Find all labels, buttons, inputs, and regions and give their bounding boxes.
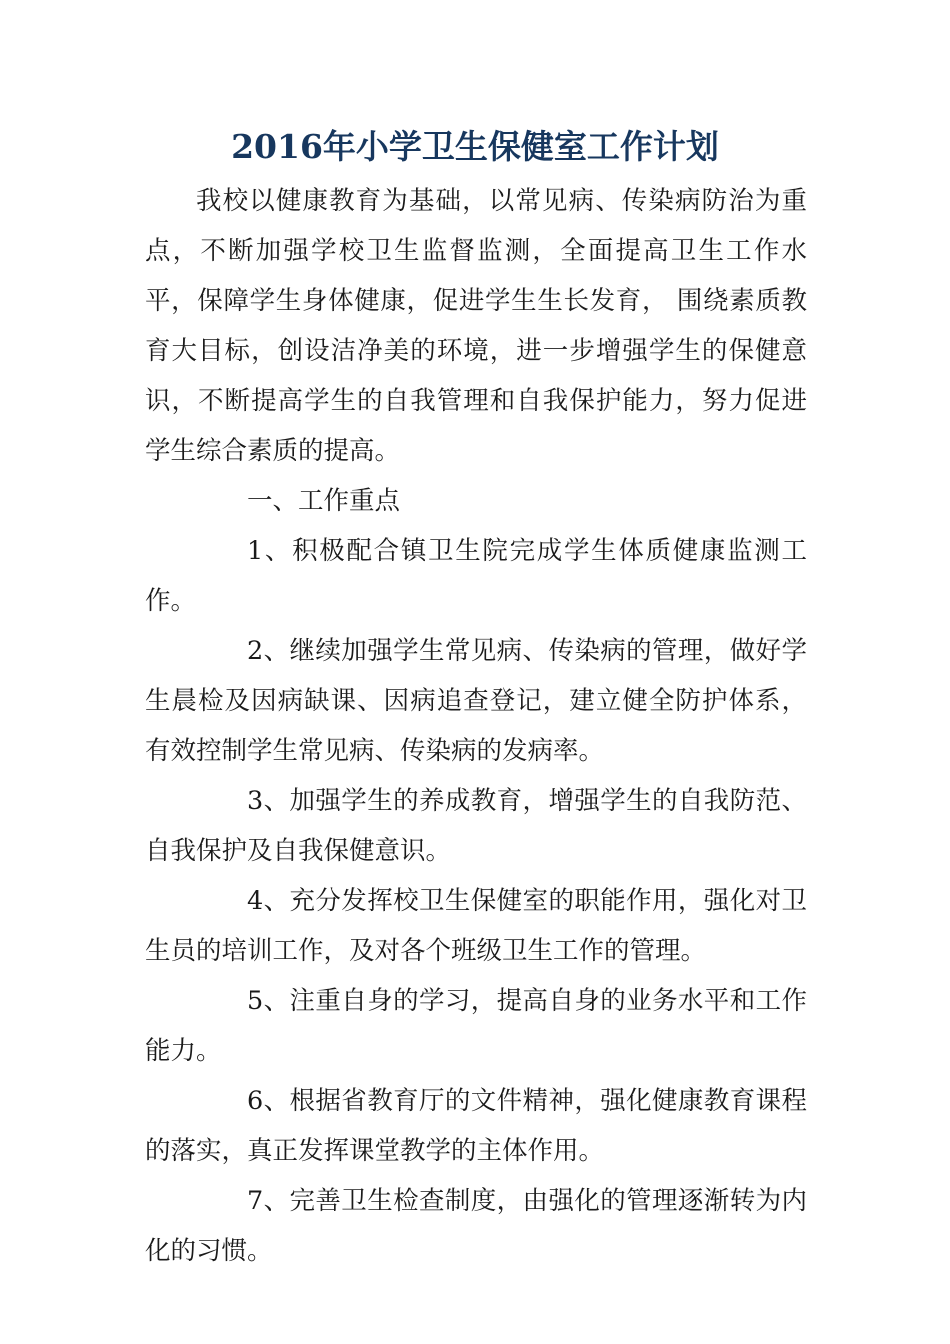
list-item: 3、加强学生的养成教育，增强学生的自我防范、自我保护及自我保健意识。 [145, 786, 807, 866]
document-title: 2016年小学卫生保健室工作计划 [231, 127, 719, 166]
list-item: 4、充分发挥校卫生保健室的职能作用，强化对卫生员的培训工作，及对各个班级卫生工作的管理。 [145, 886, 807, 966]
list-item: 7、完善卫生检查制度，由强化的管理逐渐转为内化的习惯。 [145, 1186, 807, 1266]
list-item: 6、根据省教育厅的文件精神，强化健康教育课程的落实，真正发挥课堂教学的主体作用。 [145, 1086, 807, 1166]
section-heading: 一、工作重点 [247, 486, 401, 516]
document-body [145, 176, 807, 1276]
intro-paragraph: 我校以健康教育为基础，以常见病、传染病防治为重点，不断加强学校卫生监督监测，全面提高卫生工作水平，保障学生身体健康，促进学生生长发育， 围绕素质教育大目标，创设洁净美的环境，进一步增强学生的保健意识，不断提高学生的自我管理和自我保护能力，努力促进学生综合素质的提高。 [145, 186, 807, 466]
list-item: 5、注重自身的学习，提高自身的业务水平和工作能力。 [145, 986, 807, 1066]
list-item: 2、继续加强学生常见病、传染病的管理，做好学生晨检及因病缺课、因病追查登记，建立健全防护体系，有效控制学生常见病、传染病的发病率。 [145, 636, 807, 766]
list-item: 1、积极配合镇卫生院完成学生体质健康监测工作。 [145, 536, 807, 616]
